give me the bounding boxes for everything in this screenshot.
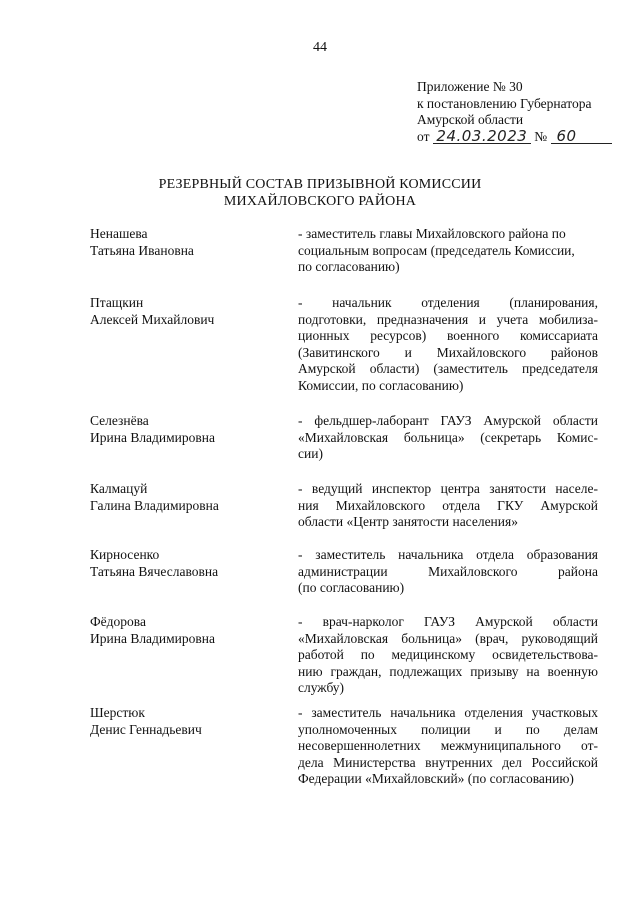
appendix-reference: к постановлению Губернатора (417, 95, 592, 111)
member-name (90, 295, 290, 328)
member-given-name: Татьяна Вячеславовна (90, 563, 219, 579)
member-name (90, 547, 290, 580)
role-line: несовершеннолетних межмуниципального от- (298, 738, 598, 754)
appendix-title: Приложение № 30 (417, 79, 523, 94)
member-surname: Шерстюк (90, 705, 145, 720)
member-role (298, 705, 598, 788)
member-role (298, 547, 598, 597)
appendix-region: Амурской области (417, 112, 524, 127)
role-line: Федерации «Михайловский» (по согласованию) (298, 771, 574, 787)
title-line-2: МИХАЙЛОВСКОГО РАЙОНА (223, 194, 417, 209)
role-line: уполномоченных полиции и по делам (298, 721, 598, 737)
member-surname: Селезнёва (90, 413, 149, 428)
role-line: администрации Михайловского района (298, 563, 598, 579)
role-line: - фельдшер-лаборант ГАУЗ Амурской области (298, 413, 598, 428)
role-line: сии) (298, 446, 323, 462)
member-given-name: Ирина Владимировна (90, 429, 216, 445)
role-line: «Михайловская больница» (врач, руководящий (298, 630, 598, 646)
role-line: работой по медицинскому освидетельствова- (298, 647, 598, 663)
member-given-name: Алексей Михайлович (90, 311, 215, 327)
member-given-name: Денис Геннадьевич (90, 721, 202, 737)
member-surname: Калмацуй (90, 481, 148, 496)
role-line: нию граждан, подлежащих призыву на военную (298, 663, 598, 679)
member-given-name: Ирина Владимировна (90, 630, 216, 646)
role-line: Амурской области) (заместитель председателя (298, 361, 598, 377)
date-prefix: от (417, 128, 430, 144)
member-surname: Птащкин (90, 295, 144, 310)
handwritten-number: 60 (551, 129, 612, 144)
member-name (90, 614, 290, 647)
role-line: - начальник отделения (планирования, (298, 295, 598, 310)
role-line: ционных ресурсов) военного комиссариата (298, 328, 598, 344)
role-line: службу) (298, 680, 345, 696)
member-name (90, 481, 290, 514)
member-surname: Кирносенко (90, 547, 160, 562)
role-line: (Завитинского и Михайловского районов (298, 344, 598, 360)
member-role (298, 413, 598, 463)
role-line: - ведущий инспектор центра занятости населе- (298, 481, 598, 496)
role-line: социальным вопросам (председатель Комиссии, (298, 242, 575, 258)
member-role (298, 226, 598, 276)
role-line: дела Министерства внутренних дел Российской (298, 754, 598, 770)
role-line: (по согласованию) (298, 580, 405, 596)
handwritten-date: 24.03.2023 (433, 129, 531, 144)
page-number: 44 (313, 40, 327, 55)
member-given-name: Галина Владимировна (90, 497, 219, 513)
role-line: Комиссии, по согласованию) (298, 377, 464, 393)
member-name (90, 413, 290, 446)
role-line: области «Центр занятости населения» (298, 514, 518, 530)
role-line: - заместитель начальника отдела образования (298, 547, 598, 562)
role-line: по согласованию) (298, 259, 400, 275)
role-line: подготовки, предназначения и учета мобилиза- (298, 311, 598, 327)
member-given-name: Татьяна Ивановна (90, 242, 194, 258)
role-line: - заместитель начальника отделения участковых (298, 705, 598, 720)
title-line-1: РЕЗЕРВНЫЙ СОСТАВ ПРИЗЫВНОЙ КОМИССИИ (158, 177, 482, 192)
number-prefix: № (534, 128, 548, 144)
role-line: «Михайловская больница» (секретарь Комис- (298, 429, 598, 445)
member-name (90, 226, 290, 259)
member-surname: Фёдорова (90, 614, 146, 629)
member-name (90, 705, 290, 738)
role-line: ния Михайловского отдела ГКУ Амурской (298, 497, 598, 513)
appendix-block (417, 79, 622, 145)
member-role (298, 614, 598, 697)
appendix-date-line (417, 126, 622, 146)
member-role (298, 295, 598, 395)
role-line: - заместитель главы Михайловского района по (298, 226, 566, 241)
member-role (298, 481, 598, 531)
document-title (0, 176, 640, 210)
member-surname: Ненашева (90, 226, 148, 241)
role-line: - врач-нарколог ГАУЗ Амурской области (298, 614, 598, 629)
